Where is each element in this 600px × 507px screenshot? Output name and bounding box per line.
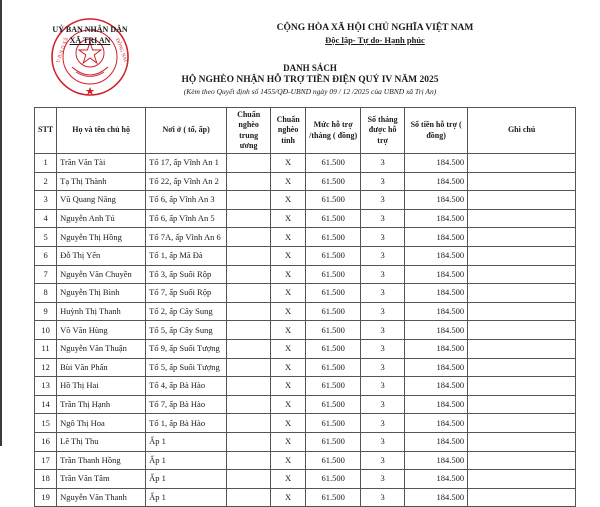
row-amount: 184.500: [405, 414, 468, 433]
row-amount: 184.500: [405, 321, 468, 340]
row-province-standard: X: [271, 228, 306, 247]
row-rate: 61.500: [306, 265, 361, 284]
row-stt: 3: [35, 191, 57, 210]
row-months: 3: [361, 339, 405, 358]
table-row: [35, 377, 576, 396]
row-rate: 61.500: [306, 377, 361, 396]
row-name: Huỳnh Thị Thanh: [57, 302, 146, 321]
table-row: [35, 321, 576, 340]
row-months: 3: [361, 321, 405, 340]
table-row: [35, 339, 576, 358]
row-amount: 184.500: [405, 172, 468, 191]
row-note: [468, 191, 576, 210]
row-province-standard: X: [271, 209, 306, 228]
header-central-standard: Chuẩn nghèo trung ương: [227, 108, 271, 154]
row-province-standard: X: [271, 377, 306, 396]
row-note: [468, 265, 576, 284]
row-months: 3: [361, 470, 405, 489]
row-name: Nguyễn Văn Thanh: [57, 488, 146, 507]
row-months: 3: [361, 302, 405, 321]
header-province-standard: Chuẩn nghèo tỉnh: [271, 108, 306, 154]
row-amount: 184.500: [405, 432, 468, 451]
row-stt: 1: [35, 154, 57, 173]
svg-text:ĐỒNG NAI: ĐỒNG NAI: [114, 37, 128, 63]
header-rate: Mức hỗ trợ /tháng ( đồng): [306, 108, 361, 154]
row-province-standard: X: [271, 265, 306, 284]
row-rate: 61.500: [306, 191, 361, 210]
row-amount: 184.500: [405, 302, 468, 321]
row-central-standard: [227, 432, 271, 451]
row-amount: 184.500: [405, 451, 468, 470]
row-central-standard: [227, 488, 271, 507]
row-province-standard: X: [271, 191, 306, 210]
table-row: [35, 191, 576, 210]
row-stt: 15: [35, 414, 57, 433]
row-name: Trần Văn Tâm: [57, 470, 146, 489]
row-name: Võ Văn Hùng: [57, 321, 146, 340]
row-province-standard: X: [271, 154, 306, 173]
row-amount: 184.500: [405, 191, 468, 210]
row-address: Tổ 1, ấp Bà Hào: [146, 414, 227, 433]
row-note: [468, 432, 576, 451]
national-motto: Độc lập- Tự do- Hạnh phúc: [325, 35, 425, 45]
row-note: [468, 414, 576, 433]
table-row: [35, 209, 576, 228]
row-rate: 61.500: [306, 228, 361, 247]
row-name: Hồ Thị Hai: [57, 377, 146, 396]
header-amount: Số tiền hỗ trợ ( đồng): [405, 108, 468, 154]
row-stt: 8: [35, 284, 57, 303]
row-province-standard: X: [271, 172, 306, 191]
row-name: Ngô Thị Hoa: [57, 414, 146, 433]
row-note: [468, 470, 576, 489]
row-province-standard: X: [271, 470, 306, 489]
table-row: [35, 284, 576, 303]
header-note: Ghi chú: [468, 108, 576, 154]
row-central-standard: [227, 228, 271, 247]
row-rate: 61.500: [306, 209, 361, 228]
row-central-standard: [227, 395, 271, 414]
row-amount: 184.500: [405, 154, 468, 173]
household-list-table: [34, 107, 576, 507]
row-note: [468, 284, 576, 303]
row-note: [468, 377, 576, 396]
row-note: [468, 228, 576, 247]
document-title: DANH SÁCH: [283, 63, 337, 73]
row-central-standard: [227, 358, 271, 377]
table-row: [35, 470, 576, 489]
row-address: Ấp 1: [146, 470, 227, 489]
table-header-row: [35, 108, 576, 154]
row-note: [468, 302, 576, 321]
table-row: [35, 265, 576, 284]
row-months: 3: [361, 154, 405, 173]
row-months: 3: [361, 414, 405, 433]
row-amount: 184.500: [405, 228, 468, 247]
row-months: 3: [361, 488, 405, 507]
row-months: 3: [361, 265, 405, 284]
row-months: 3: [361, 228, 405, 247]
row-note: [468, 488, 576, 507]
row-stt: 18: [35, 470, 57, 489]
row-amount: 184.500: [405, 265, 468, 284]
row-name: Bùi Văn Phấn: [57, 358, 146, 377]
row-central-standard: [227, 172, 271, 191]
svg-text:U.B.N.D XÃ: U.B.N.D XÃ: [56, 37, 70, 64]
agency-name: UỶ BAN NHÂN DÂN: [52, 25, 128, 34]
row-amount: 184.500: [405, 246, 468, 265]
row-province-standard: X: [271, 246, 306, 265]
row-rate: 61.500: [306, 154, 361, 173]
header-name: Họ và tên chủ hộ: [57, 108, 146, 154]
row-amount: 184.500: [405, 395, 468, 414]
row-province-standard: X: [271, 414, 306, 433]
row-address: Tổ 1, ấp Mã Đà: [146, 246, 227, 265]
row-address: Ấp 1: [146, 451, 227, 470]
row-months: 3: [361, 395, 405, 414]
row-address: Tổ 2, ấp Cây Sung: [146, 302, 227, 321]
row-address: Tổ 5, ấp Cây Sung: [146, 321, 227, 340]
row-rate: 61.500: [306, 451, 361, 470]
row-note: [468, 339, 576, 358]
row-address: Tổ 7A, ấp Vĩnh An 6: [146, 228, 227, 247]
row-stt: 13: [35, 377, 57, 396]
row-address: Tổ 6, ấp Vĩnh An 5: [146, 209, 227, 228]
header-address: Nơi ở ( tổ, ấp): [146, 108, 227, 154]
row-address: Tổ 3, ấp Suối Rộp: [146, 265, 227, 284]
row-province-standard: X: [271, 321, 306, 340]
row-rate: 61.500: [306, 414, 361, 433]
row-central-standard: [227, 339, 271, 358]
row-central-standard: [227, 302, 271, 321]
row-stt: 7: [35, 265, 57, 284]
table-row: [35, 172, 576, 191]
table-row: [35, 395, 576, 414]
row-rate: 61.500: [306, 172, 361, 191]
row-stt: 9: [35, 302, 57, 321]
row-amount: 184.500: [405, 488, 468, 507]
row-months: 3: [361, 358, 405, 377]
row-months: 3: [361, 209, 405, 228]
row-amount: 184.500: [405, 470, 468, 489]
row-address: Tổ 4, ấp Bà Hào: [146, 377, 227, 396]
table-row: [35, 414, 576, 433]
row-months: 3: [361, 432, 405, 451]
row-name: Nguyễn Thị Bình: [57, 284, 146, 303]
row-address: Tổ 9, ấp Suối Tượng: [146, 339, 227, 358]
row-amount: 184.500: [405, 377, 468, 396]
row-rate: 61.500: [306, 432, 361, 451]
row-central-standard: [227, 154, 271, 173]
row-name: Trần Thị Hạnh: [57, 395, 146, 414]
row-central-standard: [227, 377, 271, 396]
row-note: [468, 246, 576, 265]
row-rate: 61.500: [306, 470, 361, 489]
document-heading: [140, 63, 480, 97]
row-name: Nguyễn Văn Chuyền: [57, 265, 146, 284]
table-row: [35, 358, 576, 377]
row-central-standard: [227, 284, 271, 303]
table-row: [35, 432, 576, 451]
row-central-standard: [227, 451, 271, 470]
row-note: [468, 209, 576, 228]
row-name: Trần Văn Tài: [57, 154, 146, 173]
document-note: (Kèm theo Quyết định số 1455/QĐ-UBND ngày 09 / 12 /2025 của UBND xã Trị An): [183, 87, 437, 96]
row-province-standard: X: [271, 395, 306, 414]
row-address: Ấp 1: [146, 488, 227, 507]
table-row: [35, 451, 576, 470]
row-note: [468, 451, 576, 470]
row-months: 3: [361, 284, 405, 303]
row-stt: 14: [35, 395, 57, 414]
row-province-standard: X: [271, 358, 306, 377]
row-central-standard: [227, 265, 271, 284]
row-amount: 184.500: [405, 358, 468, 377]
row-rate: 61.500: [306, 321, 361, 340]
table-row: [35, 488, 576, 507]
row-address: Tổ 5, ấp Suối Tượng: [146, 358, 227, 377]
row-province-standard: X: [271, 302, 306, 321]
row-amount: 184.500: [405, 284, 468, 303]
row-name: Lê Thị Thu: [57, 432, 146, 451]
row-note: [468, 395, 576, 414]
row-address: Tổ 6, ấp Vĩnh An 3: [146, 191, 227, 210]
agency-header: [44, 24, 136, 46]
table-row: [35, 302, 576, 321]
row-rate: 61.500: [306, 395, 361, 414]
row-stt: 11: [35, 339, 57, 358]
row-stt: 16: [35, 432, 57, 451]
row-months: 3: [361, 246, 405, 265]
row-amount: 184.500: [405, 209, 468, 228]
commune-name: XÃ TRỊ AN: [69, 36, 111, 45]
row-name: Nguyễn Anh Tú: [57, 209, 146, 228]
row-stt: 17: [35, 451, 57, 470]
row-central-standard: [227, 209, 271, 228]
national-title: CỘNG HÒA XÃ HỘI CHỦ NGHĨA VIỆT NAM: [276, 23, 474, 33]
row-central-standard: [227, 321, 271, 340]
row-address: Tổ 7, ấp Bà Hào: [146, 395, 227, 414]
row-note: [468, 172, 576, 191]
row-amount: 184.500: [405, 339, 468, 358]
row-stt: 10: [35, 321, 57, 340]
row-stt: 12: [35, 358, 57, 377]
row-name: Tạ Thị Thành: [57, 172, 146, 191]
row-stt: 19: [35, 488, 57, 507]
row-address: Tổ 7, ấp Suối Rộp: [146, 284, 227, 303]
row-rate: 61.500: [306, 284, 361, 303]
row-rate: 61.500: [306, 358, 361, 377]
row-months: 3: [361, 172, 405, 191]
row-address: Ấp 1: [146, 432, 227, 451]
row-stt: 6: [35, 246, 57, 265]
page-left-border: [0, 0, 2, 446]
row-address: Tổ 22, ấp Vĩnh An 2: [146, 172, 227, 191]
header-stt: STT: [35, 108, 57, 154]
row-central-standard: [227, 414, 271, 433]
row-stt: 4: [35, 209, 57, 228]
row-name: Nguyễn Văn Thuận: [57, 339, 146, 358]
row-rate: 61.500: [306, 302, 361, 321]
row-province-standard: X: [271, 488, 306, 507]
row-province-standard: X: [271, 432, 306, 451]
row-address: Tổ 17, ấp Vĩnh An 1: [146, 154, 227, 173]
row-months: 3: [361, 451, 405, 470]
national-header: [250, 22, 500, 46]
row-months: 3: [361, 377, 405, 396]
header-months: Số tháng được hỗ trợ: [361, 108, 405, 154]
table-row: [35, 154, 576, 173]
row-central-standard: [227, 191, 271, 210]
row-stt: 2: [35, 172, 57, 191]
row-rate: 61.500: [306, 246, 361, 265]
row-stt: 5: [35, 228, 57, 247]
row-rate: 61.500: [306, 339, 361, 358]
row-months: 3: [361, 191, 405, 210]
row-name: Vũ Quang Năng: [57, 191, 146, 210]
row-note: [468, 358, 576, 377]
row-central-standard: [227, 246, 271, 265]
table-row: [35, 246, 576, 265]
row-name: Đỗ Thị Yến: [57, 246, 146, 265]
row-rate: 61.500: [306, 488, 361, 507]
row-note: [468, 154, 576, 173]
table-row: [35, 228, 576, 247]
row-note: [468, 321, 576, 340]
row-central-standard: [227, 470, 271, 489]
row-name: Trần Thanh Hồng: [57, 451, 146, 470]
row-province-standard: X: [271, 339, 306, 358]
row-province-standard: X: [271, 451, 306, 470]
document-subtitle: HỘ NGHÈO NHẬN HỖ TRỢ TIỀN ĐIỆN QUÝ IV NĂM 2025: [181, 75, 439, 85]
row-name: Nguyễn Thị Hồng: [57, 228, 146, 247]
row-province-standard: X: [271, 284, 306, 303]
